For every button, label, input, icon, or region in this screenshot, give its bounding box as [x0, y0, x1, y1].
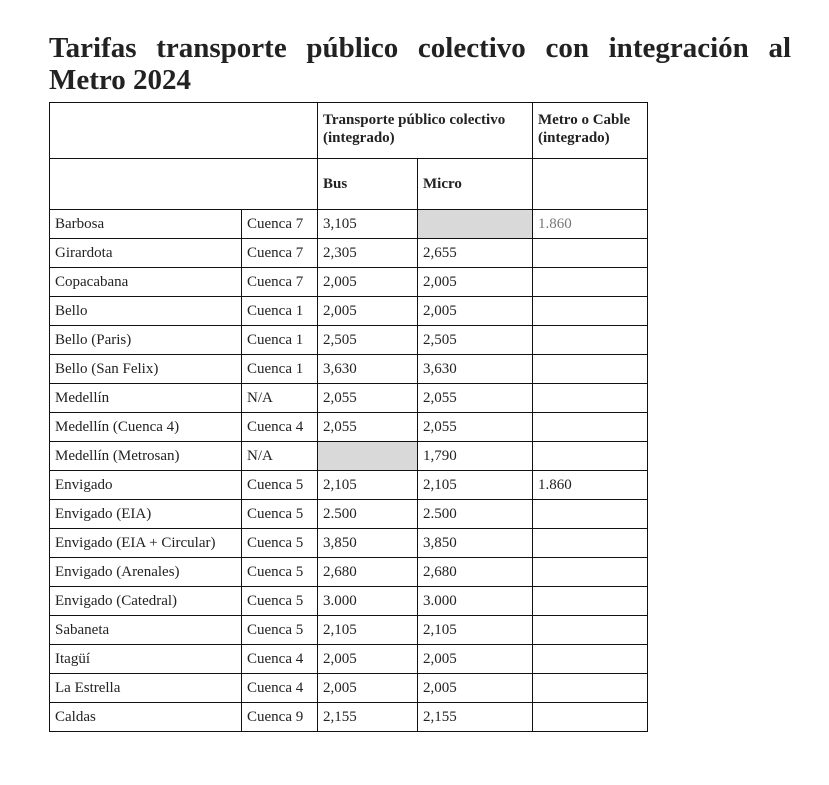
metro-fare-cell: [533, 529, 648, 558]
table-row: [50, 674, 648, 703]
cuenca-cell: Cuenca 9: [242, 703, 318, 732]
bus-fare-cell: 2,005: [318, 674, 418, 703]
header-micro: Micro: [418, 159, 533, 210]
cuenca-cell: N/A: [242, 442, 318, 471]
metro-fare-cell: [533, 413, 648, 442]
table-row: [50, 355, 648, 384]
bus-fare-cell: 2,055: [318, 384, 418, 413]
cuenca-cell: Cuenca 1: [242, 355, 318, 384]
bus-fare-cell: 3,850: [318, 529, 418, 558]
micro-fare-cell: [418, 210, 533, 239]
metro-fare-cell: [533, 326, 648, 355]
table-row: [50, 703, 648, 732]
bus-fare-cell: 3.000: [318, 587, 418, 616]
bus-fare-cell: [318, 442, 418, 471]
cuenca-cell: Cuenca 4: [242, 413, 318, 442]
bus-fare-cell: 2,005: [318, 297, 418, 326]
micro-fare-cell: 2,005: [418, 268, 533, 297]
header-metro: Metro o Cable (integrado): [533, 103, 648, 159]
micro-fare-cell: 3.000: [418, 587, 533, 616]
cuenca-cell: Cuenca 5: [242, 558, 318, 587]
header-metro-empty: [533, 159, 648, 210]
metro-fare-cell: [533, 442, 648, 471]
table-row: [50, 616, 648, 645]
table-row: [50, 471, 648, 500]
bus-fare-cell: 2,105: [318, 471, 418, 500]
micro-fare-cell: 2,105: [418, 616, 533, 645]
municipio-cell: Copacabana: [50, 268, 242, 297]
micro-fare-cell: 2,655: [418, 239, 533, 268]
metro-fare-cell: [533, 268, 648, 297]
table-row: [50, 587, 648, 616]
micro-fare-cell: 2,680: [418, 558, 533, 587]
municipio-cell: Sabaneta: [50, 616, 242, 645]
header-transporte: Transporte público colectivo (integrado): [318, 103, 533, 159]
micro-fare-cell: 2,005: [418, 674, 533, 703]
cuenca-cell: Cuenca 5: [242, 587, 318, 616]
bus-fare-cell: 2,305: [318, 239, 418, 268]
micro-fare-cell: 2,055: [418, 413, 533, 442]
municipio-cell: Medellín (Cuenca 4): [50, 413, 242, 442]
page-title: Tarifas transporte público colectivo con integración al Metro 2024: [49, 32, 791, 96]
cuenca-cell: Cuenca 4: [242, 674, 318, 703]
metro-fare-cell: [533, 355, 648, 384]
table-row: [50, 384, 648, 413]
table-row: [50, 413, 648, 442]
metro-fare-cell: [533, 587, 648, 616]
metro-fare-cell: [533, 239, 648, 268]
table-row: [50, 268, 648, 297]
metro-fare-cell: [533, 500, 648, 529]
municipio-cell: Bello (Paris): [50, 326, 242, 355]
table-row: [50, 558, 648, 587]
micro-fare-cell: 3,850: [418, 529, 533, 558]
cuenca-cell: Cuenca 5: [242, 616, 318, 645]
bus-fare-cell: 3,105: [318, 210, 418, 239]
bus-fare-cell: 2.500: [318, 500, 418, 529]
micro-fare-cell: 1,790: [418, 442, 533, 471]
cuenca-cell: Cuenca 5: [242, 529, 318, 558]
municipio-cell: Medellín: [50, 384, 242, 413]
cuenca-cell: Cuenca 1: [242, 326, 318, 355]
bus-fare-cell: 2,505: [318, 326, 418, 355]
micro-fare-cell: 2,155: [418, 703, 533, 732]
cuenca-cell: Cuenca 7: [242, 239, 318, 268]
municipio-cell: Envigado (Catedral): [50, 587, 242, 616]
micro-fare-cell: 3,630: [418, 355, 533, 384]
bus-fare-cell: 3,630: [318, 355, 418, 384]
bus-fare-cell: 2,155: [318, 703, 418, 732]
metro-fare-cell: 1.860: [533, 210, 648, 239]
header-bus: Bus: [318, 159, 418, 210]
metro-fare-cell: [533, 703, 648, 732]
table-row: [50, 645, 648, 674]
municipio-cell: Envigado (EIA): [50, 500, 242, 529]
municipio-cell: Itagüí: [50, 645, 242, 674]
metro-fare-cell: [533, 558, 648, 587]
municipio-cell: Bello: [50, 297, 242, 326]
metro-fare-cell: [533, 645, 648, 674]
table-row: [50, 326, 648, 355]
cuenca-cell: Cuenca 7: [242, 210, 318, 239]
municipio-cell: Bello (San Felix): [50, 355, 242, 384]
table-row: [50, 210, 648, 239]
municipio-cell: Envigado: [50, 471, 242, 500]
metro-fare-cell: [533, 297, 648, 326]
micro-fare-cell: 2,505: [418, 326, 533, 355]
cuenca-cell: Cuenca 1: [242, 297, 318, 326]
micro-fare-cell: 2,005: [418, 297, 533, 326]
municipio-cell: Girardota: [50, 239, 242, 268]
table-row: [50, 529, 648, 558]
cuenca-cell: Cuenca 4: [242, 645, 318, 674]
metro-fare-cell: 1.860: [533, 471, 648, 500]
table-row: [50, 442, 648, 471]
header-empty-cell: [50, 103, 318, 159]
micro-fare-cell: 2,005: [418, 645, 533, 674]
municipio-cell: Envigado (Arenales): [50, 558, 242, 587]
table-row: [50, 297, 648, 326]
bus-fare-cell: 2,680: [318, 558, 418, 587]
cuenca-cell: N/A: [242, 384, 318, 413]
header-empty-cell: [50, 159, 318, 210]
header-row-groups: [50, 103, 648, 159]
metro-fare-cell: [533, 674, 648, 703]
header-row-modes: [50, 159, 648, 210]
bus-fare-cell: 2,005: [318, 268, 418, 297]
bus-fare-cell: 2,005: [318, 645, 418, 674]
metro-fare-cell: [533, 384, 648, 413]
metro-fare-cell: [533, 616, 648, 645]
table-row: [50, 239, 648, 268]
municipio-cell: Caldas: [50, 703, 242, 732]
bus-fare-cell: 2,055: [318, 413, 418, 442]
municipio-cell: Medellín (Metrosan): [50, 442, 242, 471]
bus-fare-cell: 2,105: [318, 616, 418, 645]
micro-fare-cell: 2,105: [418, 471, 533, 500]
table-row: [50, 500, 648, 529]
micro-fare-cell: 2.500: [418, 500, 533, 529]
municipio-cell: Barbosa: [50, 210, 242, 239]
cuenca-cell: Cuenca 5: [242, 500, 318, 529]
cuenca-cell: Cuenca 5: [242, 471, 318, 500]
municipio-cell: Envigado (EIA + Circular): [50, 529, 242, 558]
fares-table: [49, 102, 648, 732]
cuenca-cell: Cuenca 7: [242, 268, 318, 297]
municipio-cell: La Estrella: [50, 674, 242, 703]
micro-fare-cell: 2,055: [418, 384, 533, 413]
